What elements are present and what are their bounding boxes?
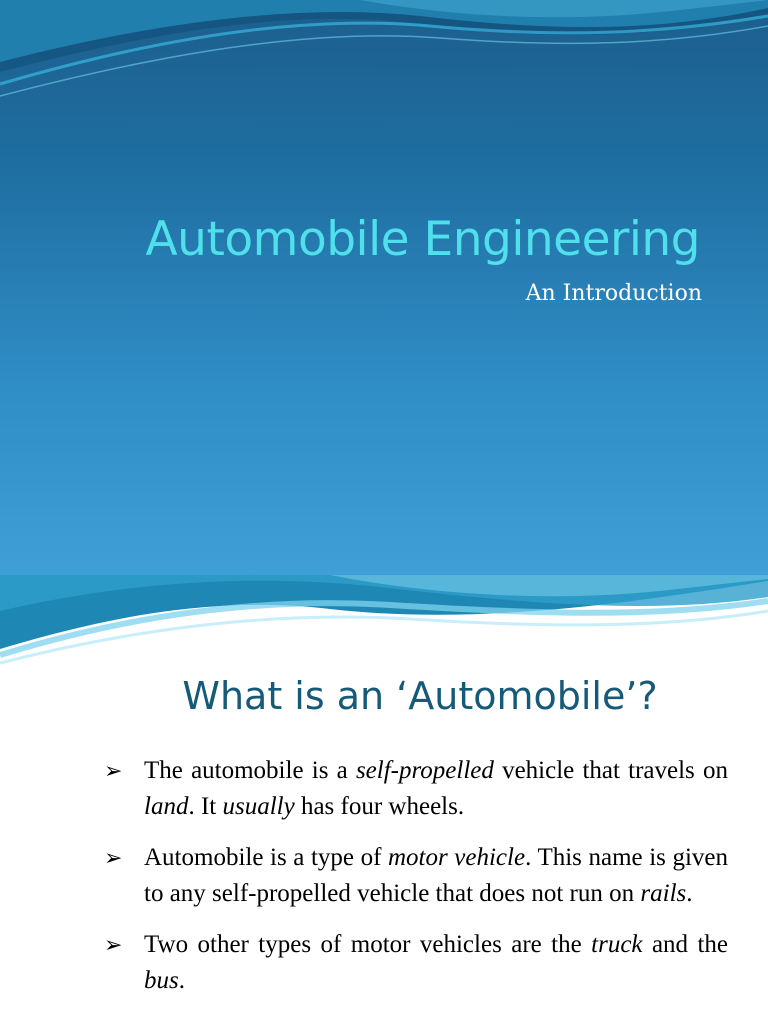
bullet-text: Automobile is a type of [144, 844, 388, 871]
emphasis-text: land [144, 793, 189, 820]
bullet-text: The automobile is a [144, 757, 356, 784]
bullet-text: vehicle that travels on [493, 757, 728, 784]
wave-decoration [0, 0, 768, 120]
emphasis-text: bus [144, 967, 179, 994]
emphasis-text: rails [640, 880, 687, 907]
content-slide [0, 575, 768, 1024]
list-item [104, 840, 728, 912]
wave-decoration [0, 575, 768, 675]
bullet-text: . [686, 880, 693, 907]
bullet-text: Two other types of motor vehicles are the [144, 931, 592, 958]
emphasis-text: truck [591, 931, 643, 958]
arrow-bullet-icon: ➢ [104, 932, 123, 957]
arrow-bullet-icon: ➢ [104, 758, 123, 783]
bullet-list [104, 753, 728, 1014]
bullet-text: has four wheels. [294, 793, 465, 820]
slide-heading: What is an ‘Automobile’? [182, 674, 658, 718]
arrow-bullet-icon: ➢ [104, 845, 123, 870]
bullet-text: . [178, 967, 185, 994]
bullet-text: . This name is given to any self-propelled vehicle that does not run on [144, 844, 728, 907]
slide-title: Automobile Engineering [145, 212, 700, 267]
list-item [104, 927, 728, 999]
bullet-text: and the [642, 931, 729, 958]
emphasis-text: self-propelled [355, 757, 494, 784]
list-item [104, 753, 728, 825]
emphasis-text: motor vehicle [387, 844, 526, 871]
slide-subtitle: An Introduction [525, 281, 702, 306]
bullet-text: . It [188, 793, 223, 820]
emphasis-text: usually [222, 793, 295, 820]
